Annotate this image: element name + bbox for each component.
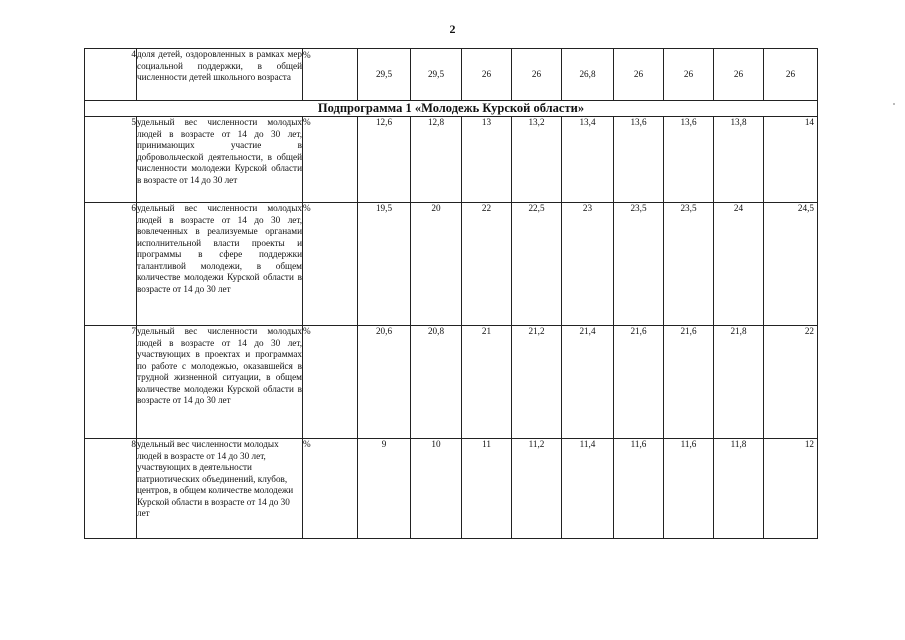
value-cell: 24	[714, 203, 764, 326]
table-row	[85, 439, 818, 539]
table-row	[85, 117, 818, 203]
value-cell: 11,8	[714, 439, 764, 539]
unit-cell: %	[303, 203, 358, 326]
value-cell: 26	[664, 49, 714, 101]
value-cell: 29,5	[358, 49, 411, 101]
scan-speck	[893, 103, 895, 105]
table-row	[85, 203, 818, 326]
row-number: 8	[85, 439, 137, 539]
value-cell: 21,2	[512, 326, 562, 439]
value-cell: 24,5	[764, 203, 818, 326]
value-cell: 13,4	[562, 117, 614, 203]
value-cell: 26	[512, 49, 562, 101]
value-cell: 14	[764, 117, 818, 203]
indicator-description: удельный вес численности молодых людей в возрасте от 14 до 30 лет, принимающих участие в добровольческой деятельности, в общей численности молодежи Курской области в возрасте от 14 до 30 лет	[137, 117, 303, 203]
row-number: 4	[85, 49, 137, 101]
value-cell: 10	[411, 439, 462, 539]
value-cell: 20,6	[358, 326, 411, 439]
value-cell: 21,4	[562, 326, 614, 439]
unit-cell: %	[303, 326, 358, 439]
value-cell: 26,8	[562, 49, 614, 101]
subprogram-row	[85, 101, 818, 117]
value-cell: 20,8	[411, 326, 462, 439]
value-cell: 12	[764, 439, 818, 539]
value-cell: 26	[764, 49, 818, 101]
value-cell: 11,4	[562, 439, 614, 539]
value-cell: 21	[462, 326, 512, 439]
value-cell: 13,6	[614, 117, 664, 203]
value-cell: 29,5	[411, 49, 462, 101]
row-number: 5	[85, 117, 137, 203]
value-cell: 21,8	[714, 326, 764, 439]
table-row	[85, 326, 818, 439]
value-cell: 13,8	[714, 117, 764, 203]
value-cell: 23,5	[664, 203, 714, 326]
value-cell: 13,6	[664, 117, 714, 203]
value-cell: 26	[462, 49, 512, 101]
value-cell: 9	[358, 439, 411, 539]
value-cell: 11,6	[614, 439, 664, 539]
page-number: 2	[449, 22, 456, 36]
value-cell: 26	[614, 49, 664, 101]
value-cell: 11	[462, 439, 512, 539]
value-cell: 12,6	[358, 117, 411, 203]
value-cell: 22	[462, 203, 512, 326]
value-cell: 20	[411, 203, 462, 326]
indicators-table	[84, 48, 818, 539]
subprogram-title: Подпрограмма 1 «Молодежь Курской области»	[85, 101, 818, 117]
value-cell: 22,5	[512, 203, 562, 326]
value-cell: 23,5	[614, 203, 664, 326]
indicator-description: удельный вес численности молодых людей в возрасте от 14 до 30 лет, вовлеченных в реализуемые органами исполнительной власти проекты и программы в сфере поддержки талантливой молодежи, в общем количестве молодежи Курской области в возрасте от 14 до 30 лет	[137, 203, 303, 326]
value-cell: 11,6	[664, 439, 714, 539]
value-cell: 22	[764, 326, 818, 439]
table-row	[85, 49, 818, 101]
value-cell: 26	[714, 49, 764, 101]
value-cell: 11,2	[512, 439, 562, 539]
indicator-description: удельный вес численности молодых людей в возрасте от 14 до 30 лет, участвующих в проектах и программах по работе с молодежью, оказавшейся в трудной жизненной ситуации, в общем количестве молодежи Курской области в возрасте от 14 до 30 лет	[137, 326, 303, 439]
unit-cell: %	[303, 49, 358, 101]
value-cell: 23	[562, 203, 614, 326]
indicator-description: доля детей, оздоровленных в рамках мер социальной поддержки, в общей численности детей школьного возраста	[137, 49, 303, 101]
value-cell: 12,8	[411, 117, 462, 203]
row-number: 6	[85, 203, 137, 326]
value-cell: 13,2	[512, 117, 562, 203]
row-number: 7	[85, 326, 137, 439]
unit-cell: %	[303, 117, 358, 203]
value-cell: 21,6	[664, 326, 714, 439]
value-cell: 19,5	[358, 203, 411, 326]
value-cell: 13	[462, 117, 512, 203]
unit-cell: %	[303, 439, 358, 539]
indicator-description: удельный вес численности молодых людей в возрасте от 14 до 30 лет, участвующих в деятельности патриотических объединений, клубов, центров, в общем количестве молодежи Курской области в возрасте от 14 до 30 лет	[137, 439, 303, 539]
value-cell: 21,6	[614, 326, 664, 439]
